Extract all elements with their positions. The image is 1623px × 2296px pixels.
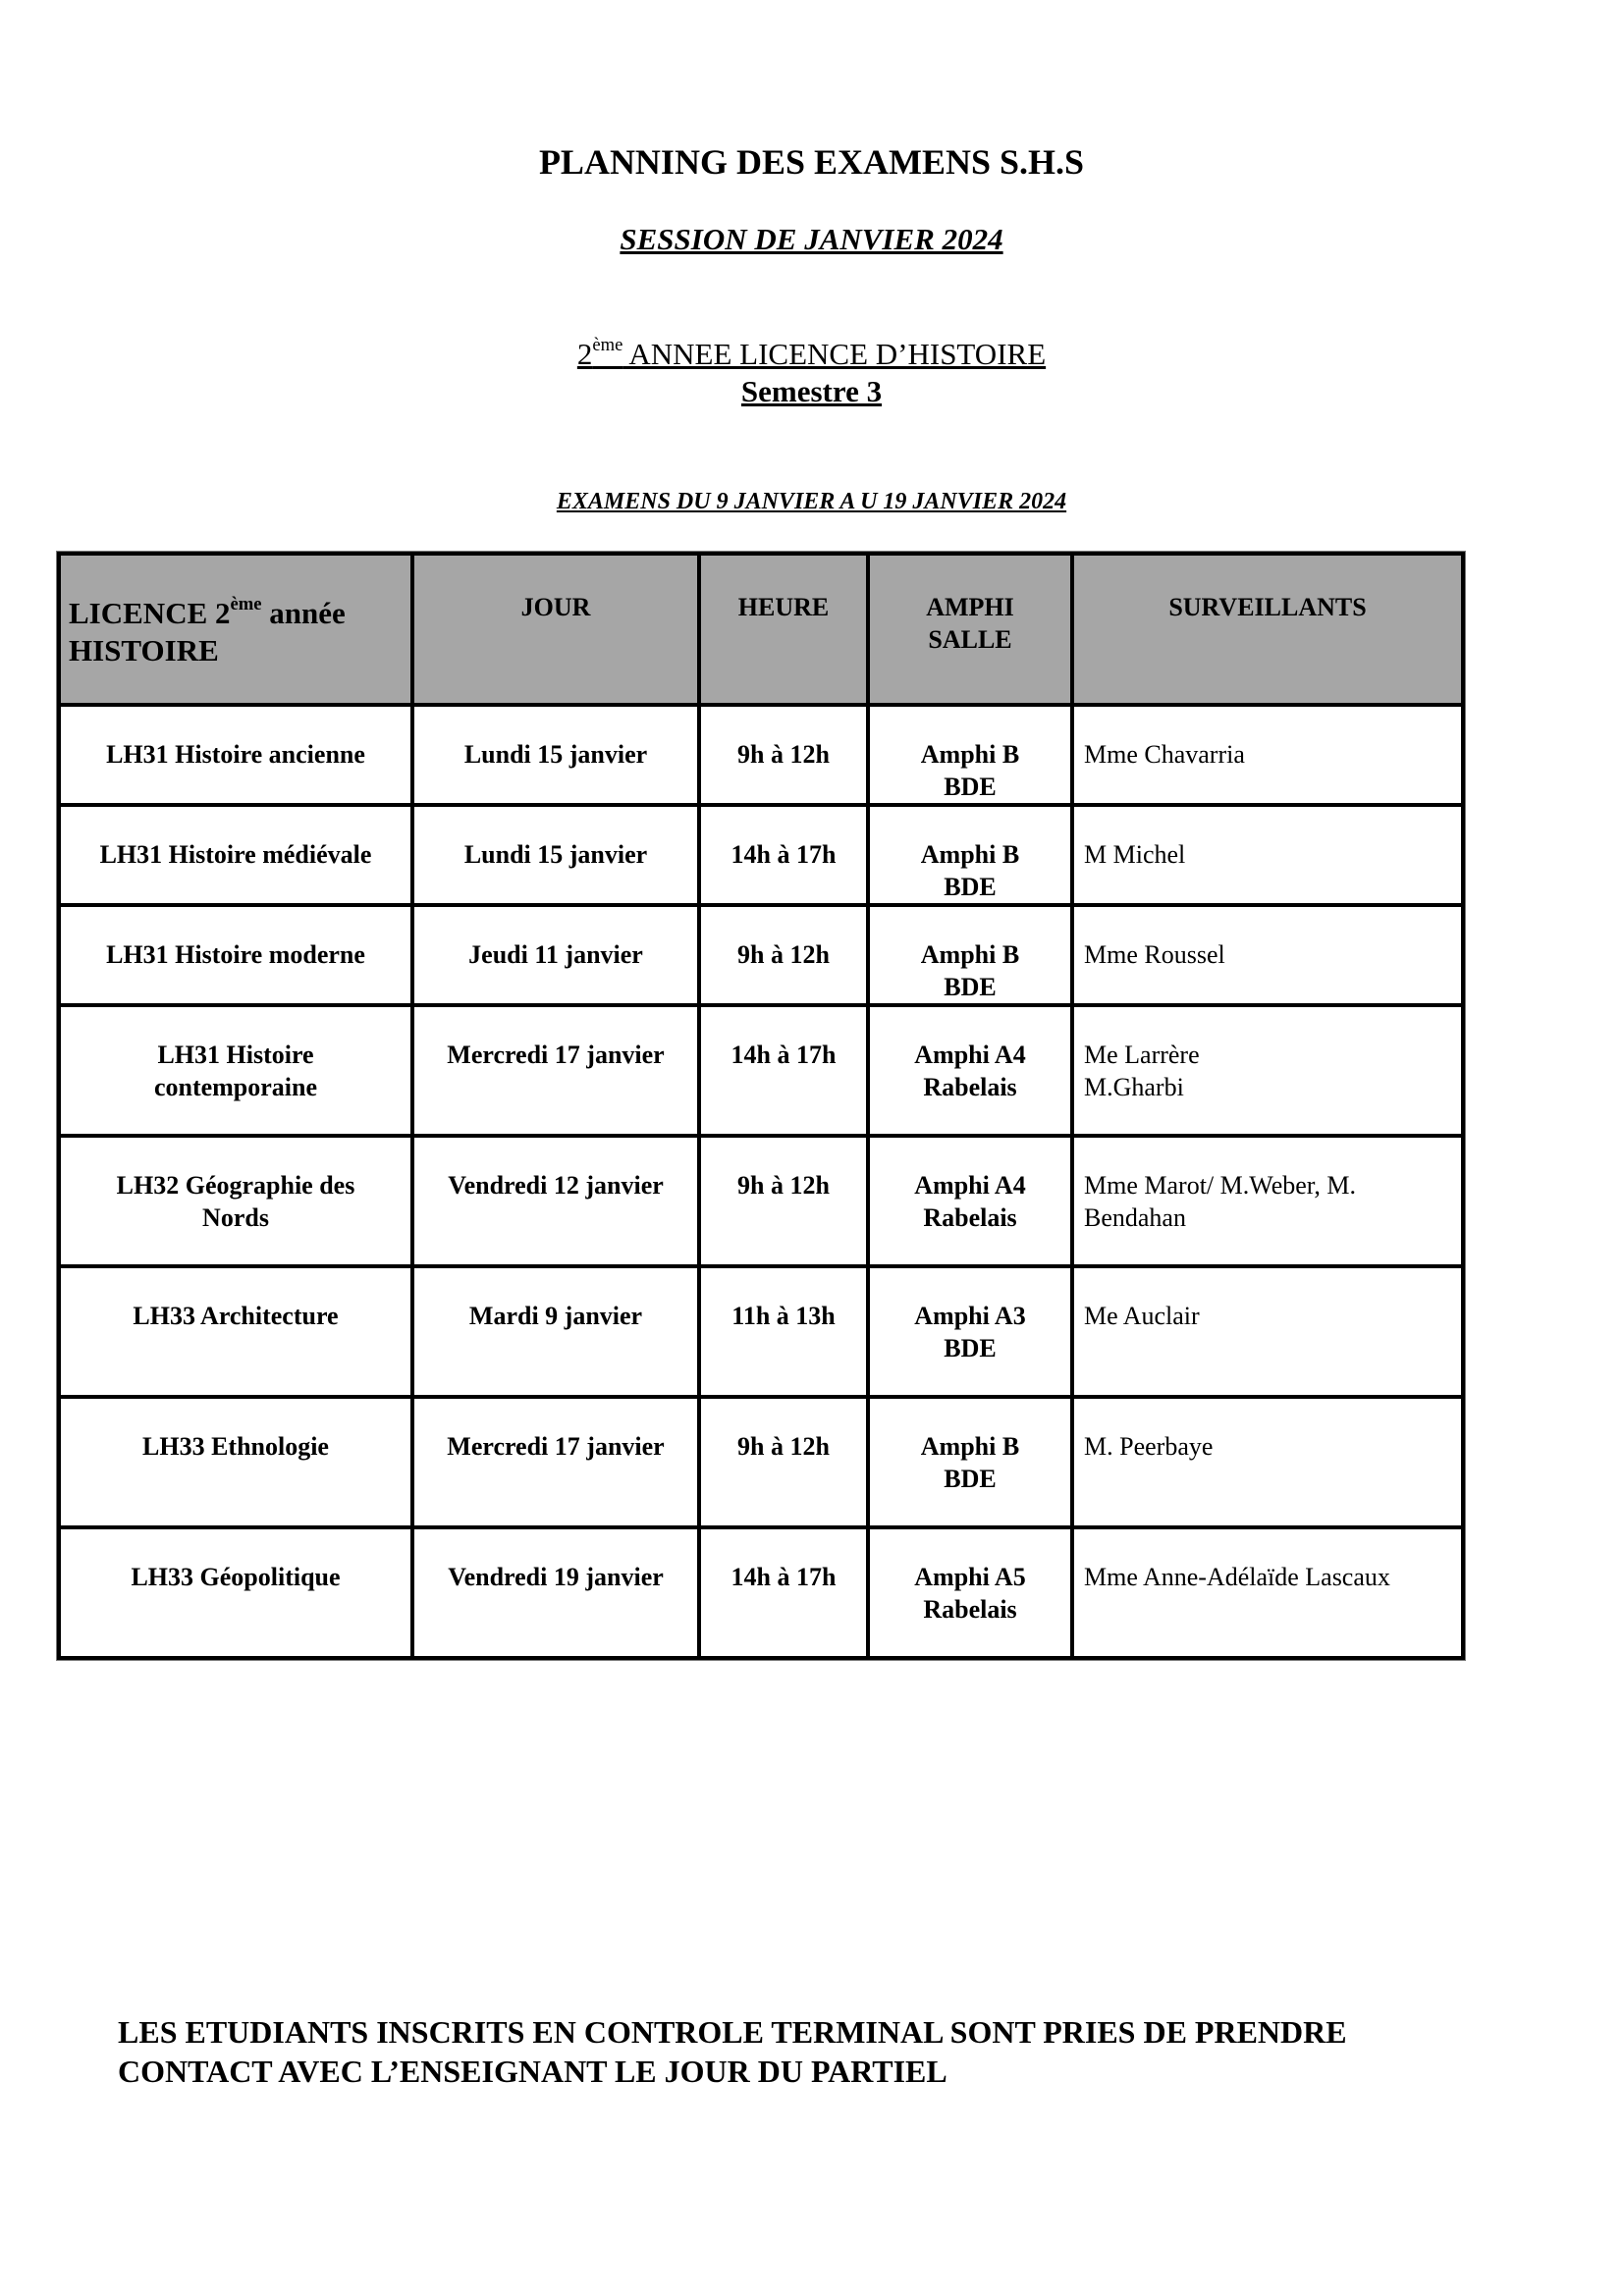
surveillant-text: Mme Roussel (1084, 940, 1225, 969)
surveillant-text: Mme Anne-Adélaïde Lascaux (1084, 1563, 1390, 1591)
program-line-1 (0, 336, 1623, 373)
table-row (59, 1005, 1463, 1136)
time-cell: 9h à 12h (699, 905, 868, 1005)
time-cell: 14h à 17h (699, 805, 868, 905)
subject-text: LH33 Ethnologie (142, 1432, 329, 1461)
surveillants-cell (1072, 905, 1463, 1005)
room-cell (868, 1136, 1072, 1266)
subject-cell (59, 805, 412, 905)
subject-text: LH31 Histoire médiévale (99, 840, 372, 869)
program-heading (0, 336, 1623, 410)
notice-text (118, 2012, 1492, 2091)
surveillant-text-2: Bendahan (1084, 1203, 1186, 1232)
session-subtitle: SESSION DE JANVIER 2024 (620, 222, 1003, 256)
room-text-2: BDE (944, 973, 997, 1001)
header-licence-suffix: année (261, 596, 346, 630)
program-semester: Semestre 3 (740, 374, 883, 408)
room-text: Amphi B (920, 1432, 1020, 1461)
surveillant-text: M Michel (1084, 840, 1186, 869)
subject-text: LH31 Histoire moderne (106, 940, 365, 969)
day-cell: Mercredi 17 janvier (412, 1397, 699, 1527)
surveillant-text: Mme Chavarria (1084, 740, 1245, 769)
program-ordinal: 2 (576, 337, 593, 371)
header-amphi-salle (868, 554, 1072, 705)
subject-cell (59, 705, 412, 805)
subject-cell (59, 1005, 412, 1136)
room-text: Amphi A3 (914, 1302, 1026, 1330)
subject-cell (59, 1136, 412, 1266)
room-cell (868, 1527, 1072, 1658)
room-cell (868, 1266, 1072, 1397)
subject-text: LH31 Histoire ancienne (106, 740, 365, 769)
subject-cell (59, 1397, 412, 1527)
table-row (59, 1136, 1463, 1266)
surveillants-cell (1072, 1136, 1463, 1266)
header-amphi: AMPHI (926, 593, 1014, 621)
day-cell: Lundi 15 janvier (412, 805, 699, 905)
exam-period: EXAMENS DU 9 JANVIER A U 19 JANVIER 2024 (556, 489, 1067, 514)
surveillant-text-2: M.Gharbi (1084, 1073, 1184, 1101)
header-jour: JOUR (412, 554, 699, 705)
room-text-2: BDE (944, 1334, 997, 1362)
time-cell: 9h à 12h (699, 1397, 868, 1527)
time-cell: 14h à 17h (699, 1527, 868, 1658)
surveillant-text: M. Peerbaye (1084, 1432, 1214, 1461)
room-text: Amphi A4 (914, 1171, 1026, 1200)
room-text-2: BDE (944, 1465, 997, 1493)
program-ordinal-sup: ème (592, 335, 623, 356)
room-cell (868, 705, 1072, 805)
room-text: Amphi B (920, 740, 1020, 769)
room-cell (868, 905, 1072, 1005)
subject-text: LH31 Histoire (157, 1041, 314, 1069)
room-text: Amphi A4 (914, 1041, 1026, 1069)
exam-schedule-table (57, 552, 1465, 1660)
header-licence-prefix: LICENCE 2 (69, 596, 231, 630)
page-title: PLANNING DES EXAMENS S.H.S (538, 142, 1085, 182)
surveillants-cell (1072, 1005, 1463, 1136)
day-cell: Vendredi 19 janvier (412, 1527, 699, 1658)
header-surveillants: SURVEILLANTS (1072, 554, 1463, 705)
room-text: Amphi A5 (914, 1563, 1026, 1591)
day-cell: Jeudi 11 janvier (412, 905, 699, 1005)
room-text-2: Rabelais (923, 1203, 1017, 1232)
surveillants-cell (1072, 1266, 1463, 1397)
room-cell (868, 1005, 1072, 1136)
subject-text: LH32 Géographie des (116, 1171, 355, 1200)
table-row (59, 705, 1463, 805)
subject-cell (59, 1266, 412, 1397)
subject-cell (59, 1527, 412, 1658)
time-cell: 11h à 13h (699, 1266, 868, 1397)
header-licence-line2: HISTOIRE (69, 633, 219, 667)
surveillants-cell (1072, 1397, 1463, 1527)
subject-text-2: Nords (202, 1203, 269, 1232)
room-text: Amphi B (920, 940, 1020, 969)
surveillants-cell (1072, 1527, 1463, 1658)
room-cell (868, 805, 1072, 905)
table-row (59, 1397, 1463, 1527)
time-cell: 9h à 12h (699, 1136, 868, 1266)
room-text-2: Rabelais (923, 1595, 1017, 1624)
day-cell: Mardi 9 janvier (412, 1266, 699, 1397)
header-salle: SALLE (928, 625, 1012, 654)
header-licence (59, 554, 412, 705)
room-text-2: BDE (944, 773, 997, 801)
program-title: ANNEE LICENCE D’HISTOIRE (622, 337, 1047, 371)
table-row (59, 805, 1463, 905)
time-cell: 14h à 17h (699, 1005, 868, 1136)
subject-text-2: contemporaine (153, 1073, 318, 1101)
time-cell: 9h à 12h (699, 705, 868, 805)
surveillants-cell (1072, 705, 1463, 805)
day-cell: Lundi 15 janvier (412, 705, 699, 805)
day-cell: Mercredi 17 janvier (412, 1005, 699, 1136)
table-row (59, 1266, 1463, 1397)
day-cell: Vendredi 12 janvier (412, 1136, 699, 1266)
room-cell (868, 1397, 1072, 1527)
subject-cell (59, 905, 412, 1005)
header-heure: HEURE (699, 554, 868, 705)
subject-text: LH33 Architecture (133, 1302, 339, 1330)
room-text: Amphi B (920, 840, 1020, 869)
table-row (59, 905, 1463, 1005)
surveillant-text: Mme Marot/ M.Weber, M. (1084, 1171, 1357, 1200)
notice-line-1: LES ETUDIANTS INSCRITS EN CONTROLE TERMINAL SONT PRIES DE PRENDRE (118, 2014, 1347, 2050)
notice-line-2: CONTACT AVEC L’ENSEIGNANT LE JOUR DU PARTIEL (118, 2054, 947, 2089)
surveillant-text: Me Auclair (1084, 1302, 1200, 1330)
surveillant-text: Me Larrère (1084, 1041, 1200, 1069)
surveillants-cell (1072, 805, 1463, 905)
room-text-2: BDE (944, 873, 997, 901)
room-text-2: Rabelais (923, 1073, 1017, 1101)
header-licence-sup: ème (230, 594, 262, 615)
subject-text: LH33 Géopolitique (131, 1563, 341, 1591)
table-row (59, 1527, 1463, 1658)
table-header-row (59, 554, 1463, 705)
